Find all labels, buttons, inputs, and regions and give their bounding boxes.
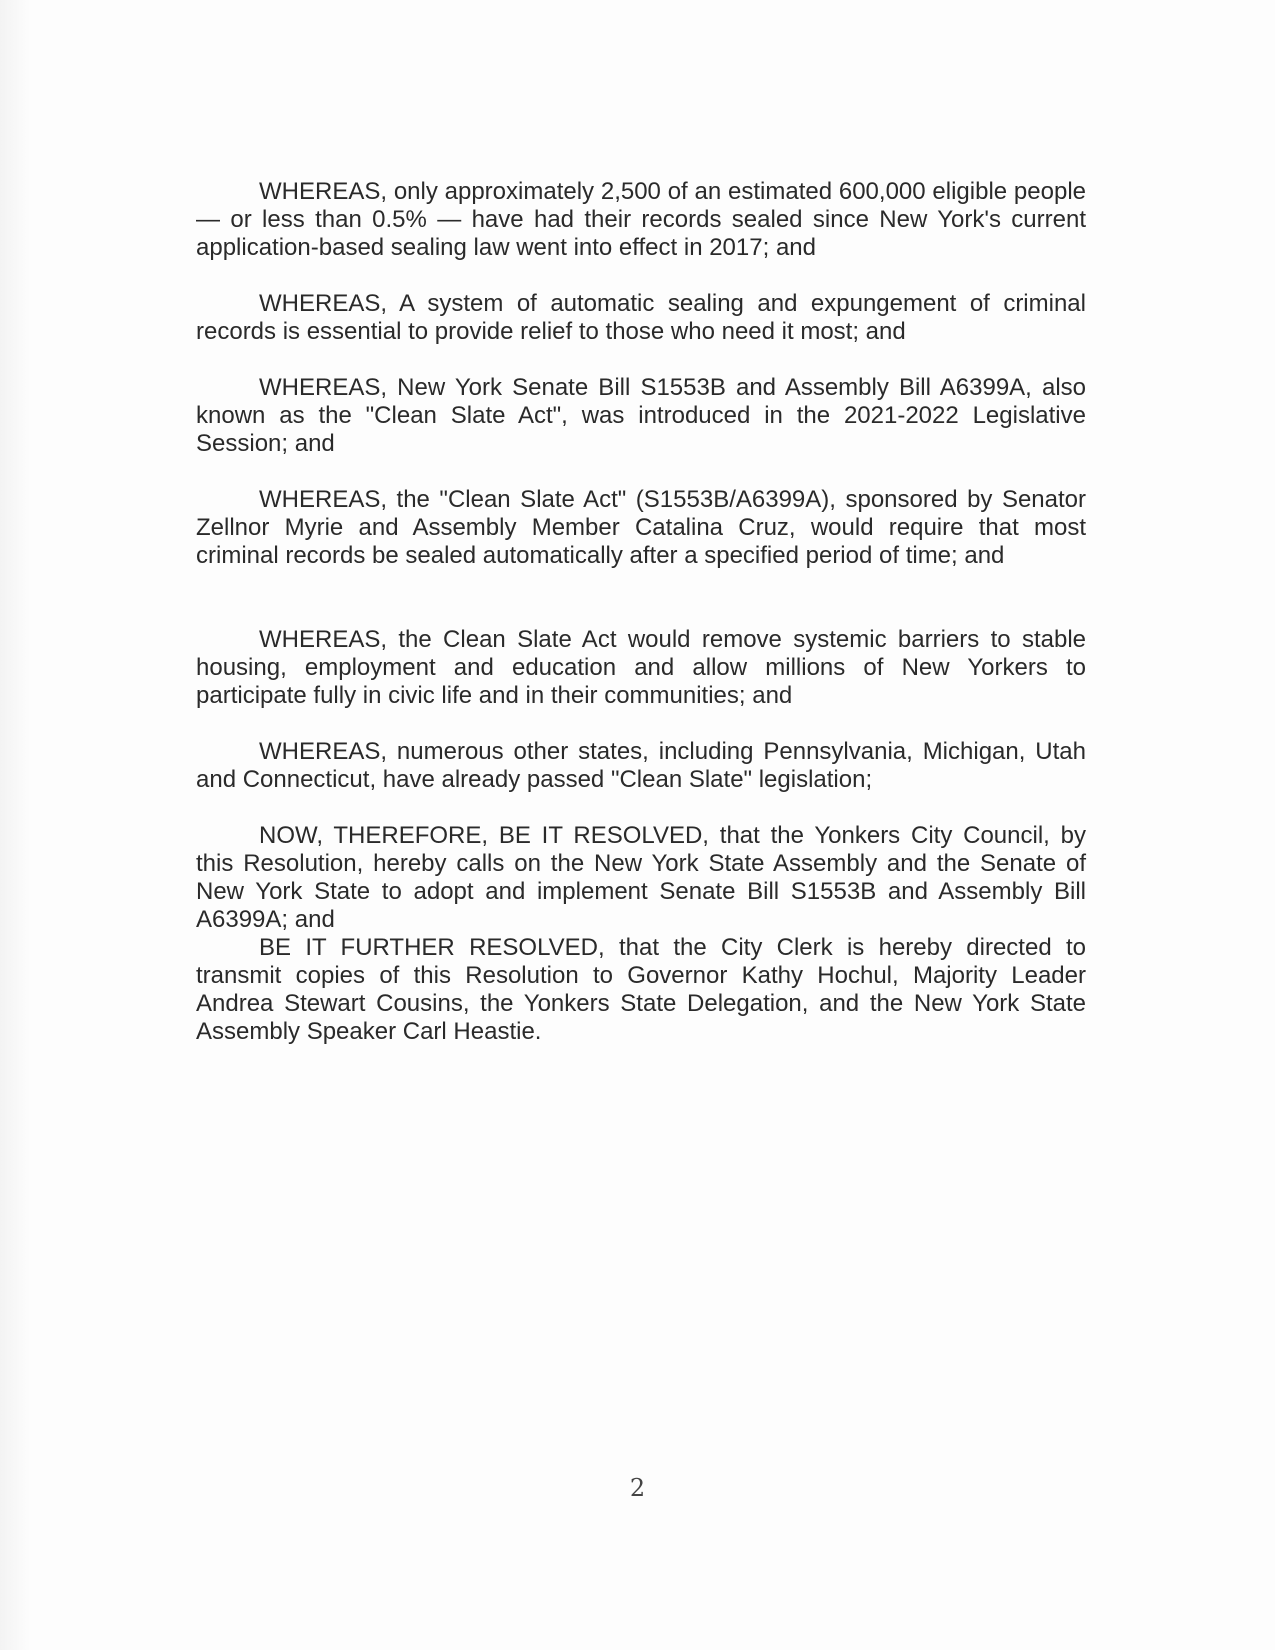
whereas-paragraph-5: WHEREAS, the Clean Slate Act would remove systemic barriers to stable housing, employment and education and allow millions of New Yorkers to participate fully in civic life and in their communities; and [196,626,1086,709]
scan-edge-shadow [0,0,30,1650]
resolution-body [196,178,1086,1046]
whereas-paragraph-2: WHEREAS, A system of automatic sealing and expungement of criminal records is essential to provide relief to those who need it most; and [196,290,1086,345]
whereas-paragraph-3: WHEREAS, New York Senate Bill S1553B and Assembly Bill A6399A, also known as the "Clean Slate Act", was introduced in the 2021-2022 Legislative Session; and [196,374,1086,457]
whereas-paragraph-4: WHEREAS, the "Clean Slate Act" (S1553B/A6399A), sponsored by Senator Zellnor Myrie and Assembly Member Catalina Cruz, would require that most criminal records be sealed automatically after a specified period of time; and [196,486,1086,569]
whereas-paragraph-6: WHEREAS, numerous other states, including Pennsylvania, Michigan, Utah and Connecticut, have already passed "Clean Slate" legislation; [196,738,1086,793]
resolved-paragraph: NOW, THEREFORE, BE IT RESOLVED, that the Yonkers City Council, by this Resolution, hereby calls on the New York State Assembly and the Senate of New York State to adopt and implement Senate Bill S1553B and Assembly Bill A6399A; and [196,822,1086,933]
whereas-paragraph-1: WHEREAS, only approximately 2,500 of an estimated 600,000 eligible people — or less than 0.5% — have had their records sealed since New York's current application-based sealing law went into effect in 2017; and [196,178,1086,261]
further-resolved-paragraph: BE IT FURTHER RESOLVED, that the City Clerk is hereby directed to transmit copies of this Resolution to Governor Kathy Hochul, Majority Leader Andrea Stewart Cousins, the Yonkers State Delegation, and the New York State Assembly Speaker Carl Heastie. [196,934,1086,1045]
page-number: 2 [629,1474,646,1502]
